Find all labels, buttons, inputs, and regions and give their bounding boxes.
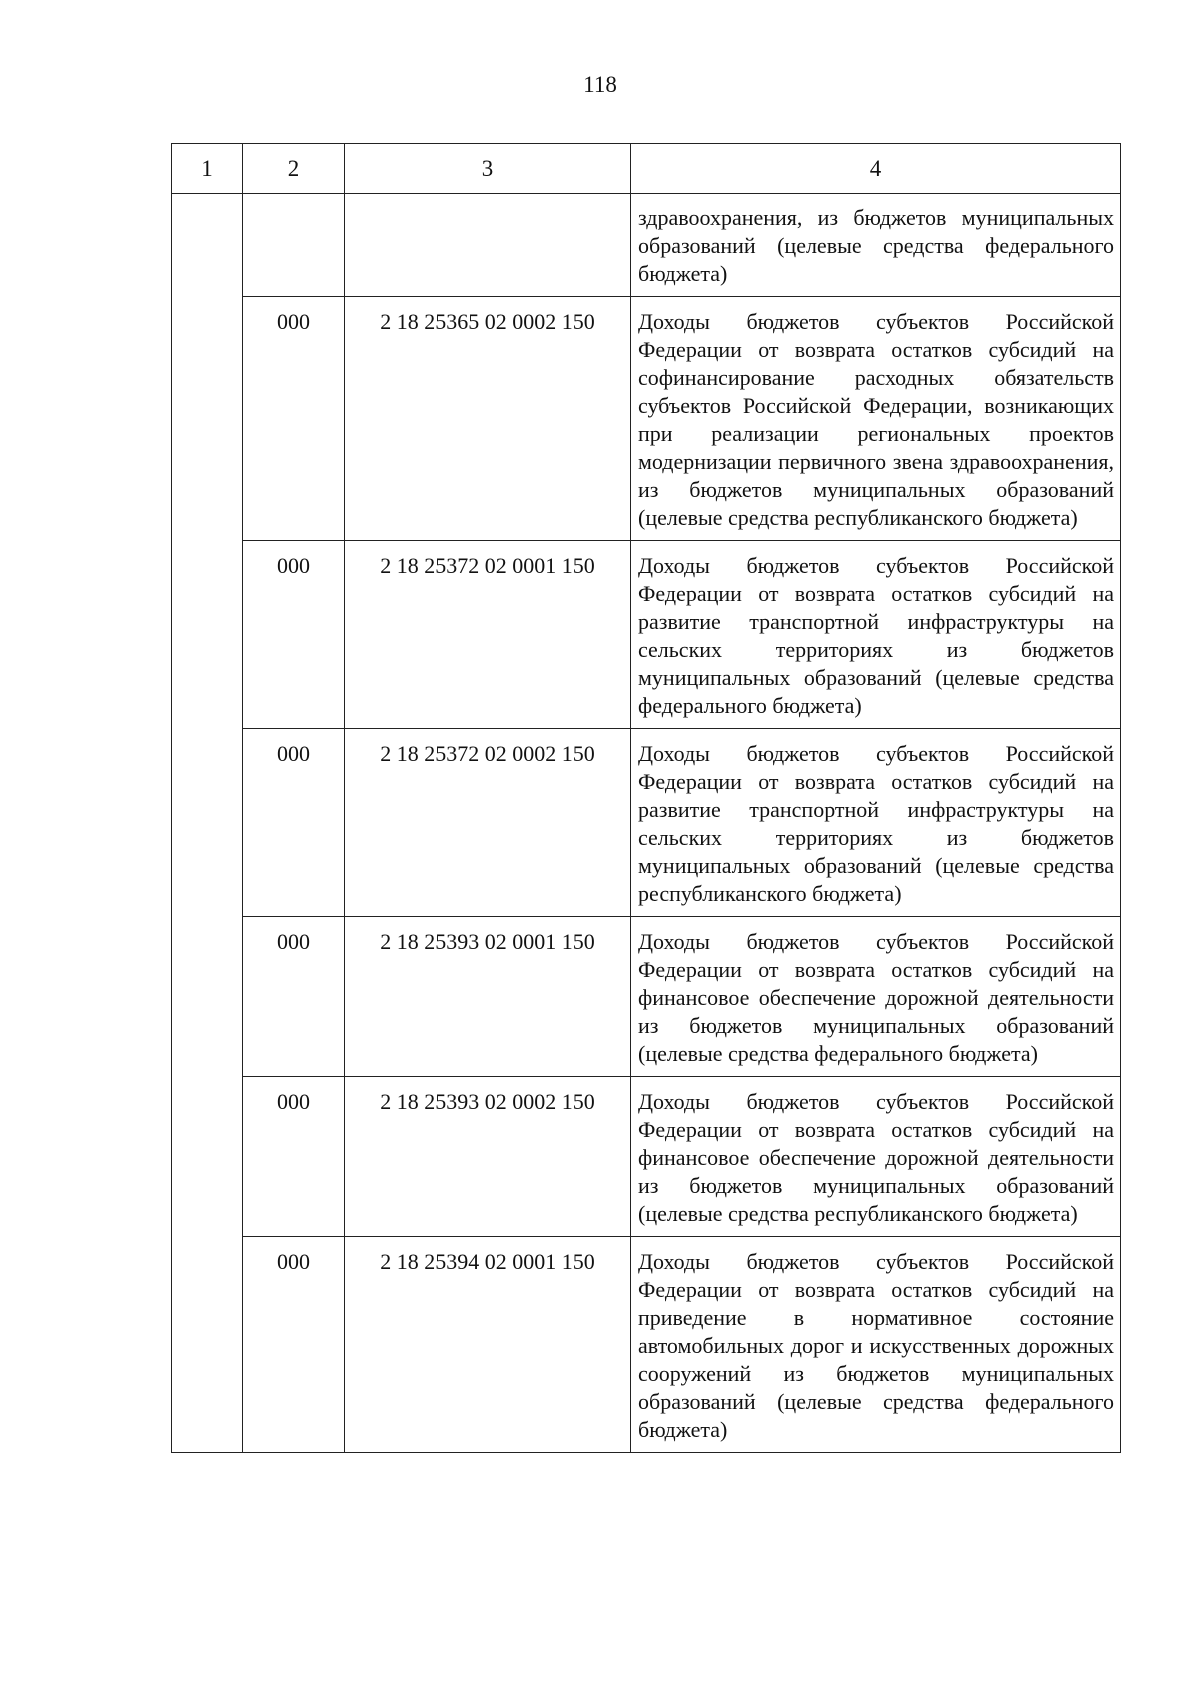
description-cell: Доходы бюджетов субъектов Российской Федерации от возврата остатков субсидий на приведение в нормативное состояние автомобильных дорог и искусственных дорожных сооружений из бюджетов муниципальных образований (целевые средства федерального бюджета) [631,1237,1121,1453]
kbk-code-cell: 2 18 25372 02 0001 150 [345,541,631,729]
page-number: 118 [583,72,617,97]
header-col-2: 2 [243,144,345,194]
table-header-row [172,144,1121,194]
description-cell: Доходы бюджетов субъектов Российской Федерации от возврата остатков субсидий на софинансирование расходных обязательств субъектов Российской Федерации, возникающих при реализации региональных проектов модернизации первичного звена здравоохранения, из бюджетов муниципальных образований (целевые средства республиканского бюджета) [631,297,1121,541]
admin-code-cell: 000 [243,1237,345,1453]
kbk-code-cell [345,194,631,297]
admin-code-cell: 000 [243,729,345,917]
description-cell: здравоохранения, из бюджетов муниципальных образований (целевые средства федерального бюджета) [631,194,1121,297]
kbk-code-cell: 2 18 25393 02 0001 150 [345,917,631,1077]
kbk-code-cell: 2 18 25394 02 0001 150 [345,1237,631,1453]
admin-code-cell: 000 [243,541,345,729]
admin-code-cell: 000 [243,1077,345,1237]
description-cell: Доходы бюджетов субъектов Российской Федерации от возврата остатков субсидий на развитие транспортной инфраструктуры на сельских территориях из бюджетов муниципальных образований (целевые средства федерального бюджета) [631,541,1121,729]
admin-code-cell: 000 [243,297,345,541]
table-row [172,1237,1121,1453]
table-row [172,729,1121,917]
description-cell: Доходы бюджетов субъектов Российской Федерации от возврата остатков субсидий на финансовое обеспечение дорожной деятельности из бюджетов муниципальных образований (целевые средства федерального бюджета) [631,917,1121,1077]
header-col-1: 1 [172,144,243,194]
table-row [172,917,1121,1077]
table-row [172,541,1121,729]
admin-code-cell: 000 [243,917,345,1077]
header-col-3: 3 [345,144,631,194]
kbk-code-cell: 2 18 25393 02 0002 150 [345,1077,631,1237]
table-row [172,194,1121,297]
description-cell: Доходы бюджетов субъектов Российской Федерации от возврата остатков субсидий на финансовое обеспечение дорожной деятельности из бюджетов муниципальных образований (целевые средства республиканского бюджета) [631,1077,1121,1237]
col-1-empty-cell [172,194,243,1453]
table-row [172,1077,1121,1237]
header-col-4: 4 [631,144,1121,194]
budget-codes-table [171,143,1121,1453]
kbk-code-cell: 2 18 25372 02 0002 150 [345,729,631,917]
table-row [172,297,1121,541]
description-cell: Доходы бюджетов субъектов Российской Федерации от возврата остатков субсидий на развитие транспортной инфраструктуры на сельских территориях из бюджетов муниципальных образований (целевые средства республиканского бюджета) [631,729,1121,917]
kbk-code-cell: 2 18 25365 02 0002 150 [345,297,631,541]
admin-code-cell [243,194,345,297]
